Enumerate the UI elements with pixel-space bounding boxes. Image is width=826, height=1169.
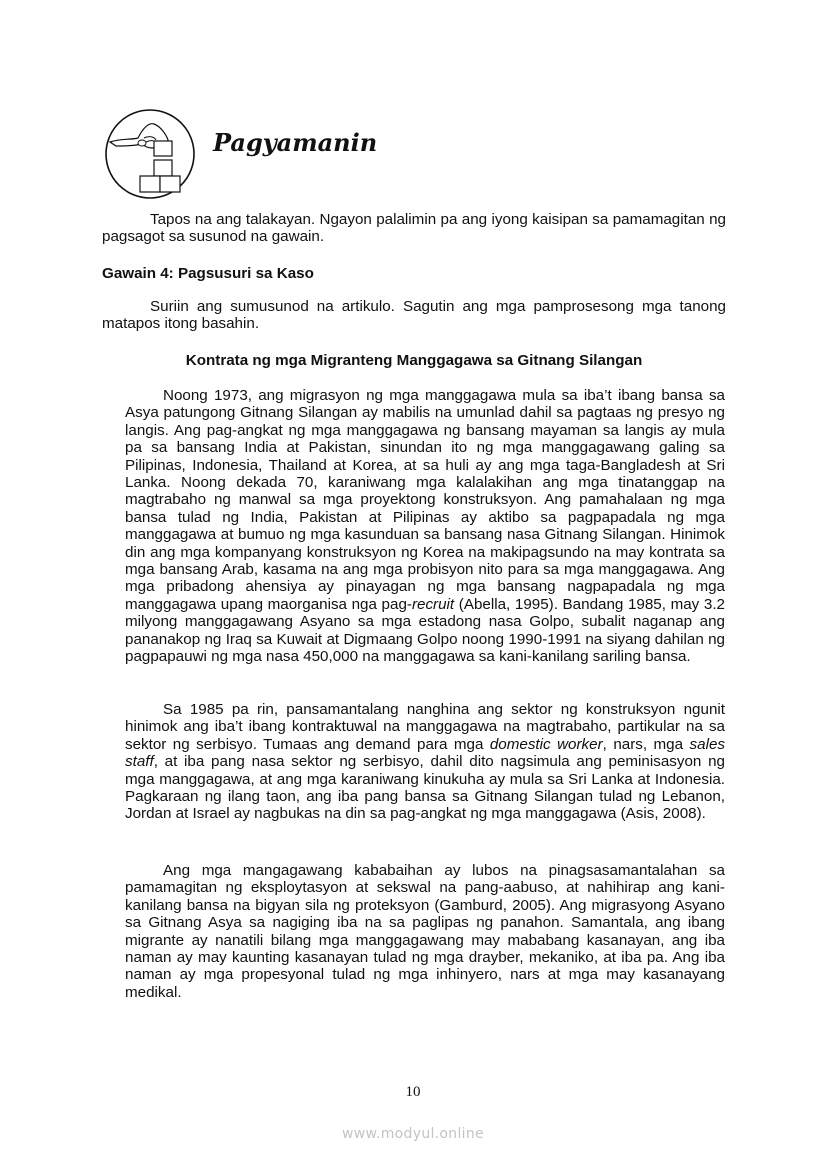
article-paragraph-2: Sa 1985 pa rin, pansamantalang nanghina ang sektor ng konstruksyon ngunit hinimok ang iba’t ibang kontraktuwal na manggagawa na magtrabaho, partikular na sa sektor ng serbisyo. Tumaas ang demand para mga domestic worker, nars, mga sales staff, at iba pang nasa sektor ng serbisyo, dahil dito nagsimula ang peminisasyon ng mga manggagawa, at ang mga karaniwang kinukuha ay mula sa Sri Lanka at Indonesia. Pagkaraan ng ilang taon, ang iba pang bansa sa Gitnang Silangan tulad ng Lebanon, Jordan at Israel ay nagbukas na din sa pag-angkat ng mga manggagawa (Asis, 2008). bbox=[125, 701, 725, 823]
watermark: www.modyul.online bbox=[342, 1126, 484, 1142]
page-number: 10 bbox=[405, 1084, 421, 1100]
article-paragraph-3: Ang mga mangagawang kababaihan ay lubos na pinagsasamantalahan sa pamamagitan ng eksploytasyon at sekswal na pang-aabuso, at nahihirap ang kani-kanilang bansa na bigyan sila ng proteksyon (Gamburd, 2005). Ang migrasyong Asyano sa Gitnang Asya sa nagiging iba na sa paglipas ng panahon. Samantala, ang ibang migrante ay nanatili bilang mga manggagawang may mababang kasanayan, ang iba naman ay may kaunting kasanayan tulad ng mga drayber, mekaniko, at iba pa. Ang iba naman ay mga propesyonal tulad ng mga inhinyero, nars at mga may kasanayang medikal. bbox=[125, 862, 725, 1001]
activity-title: Gawain 4: Pagsusuri sa Kaso bbox=[102, 265, 314, 282]
activity-instruction: Suriin ang sumusunod na artikulo. Sagutin ang mga pamprosesong mga tanong matapos itong basahin. bbox=[102, 298, 726, 333]
article-paragraph-1: Noong 1973, ang migrasyon ng mga manggagawa mula sa iba’t ibang bansa sa Asya patungong Gitnang Silangan ay mabilis na umunlad dahil sa pagtaas ng presyo ng langis. Ang pag-angkat ng mga manggagawa ng bansang mayaman sa langis ay mula pa sa bansang India at Pakistan, sinundan ito ng mga manggagawang galing sa Pilipinas, Indonesia, Thailand at Korea, at sa huli ay ang mga taga-Bangladesh at Sri Lanka. Noong dekada 70, karaniwang mga kalalakihan ang mga tinatanggap na magtrabaho ng manwal sa mga proyektong konstruksyon. Ang pamahalaan ng mga bansa tulad ng India, Pakistan at Pilipinas ay aktibo sa pagpapadala ng mga manggagawa at bumuo ng mga kasunduan sa bansang nasa Gitnang Silangan. Hinimok din ang mga kompanyang konstruksyon ng Korea na makipagsundo na may kontrata sa mga bansang Arab, kasama na ang mga probisyon nito para sa mga manggagawa. Ang mga pribadong ahensiya ay pinayagan ng mga bansang nagpapadala ng mga manggagawa upang maorganisa nga pag-recruit (Abella, 1995). Bandang 1985, may 3.2 milyong manggagawang Asyano sa mga estadong nasa Golpo, subalit naganap ang pananakop ng Iraq sa Kuwait at Digmaang Golpo noong 1990-1991 na siyang dahilan ng pagpapauwi ng mga nasa 450,000 na manggagawa sa kani-kanilang sariling bansa. bbox=[125, 387, 725, 666]
article-title: Kontrata ng mga Migranteng Manggagawa sa Gitnang Silangan bbox=[185, 352, 643, 369]
section-header bbox=[104, 108, 378, 200]
intro-paragraph: Tapos na ang talakayan. Ngayon palalimin pa ang iyong kaisipan sa pamamagitan ng pagsagot sa susunod na gawain. bbox=[102, 211, 726, 246]
hand-stacking-blocks-icon bbox=[104, 108, 196, 200]
section-title: Pagyamanin bbox=[213, 128, 378, 157]
